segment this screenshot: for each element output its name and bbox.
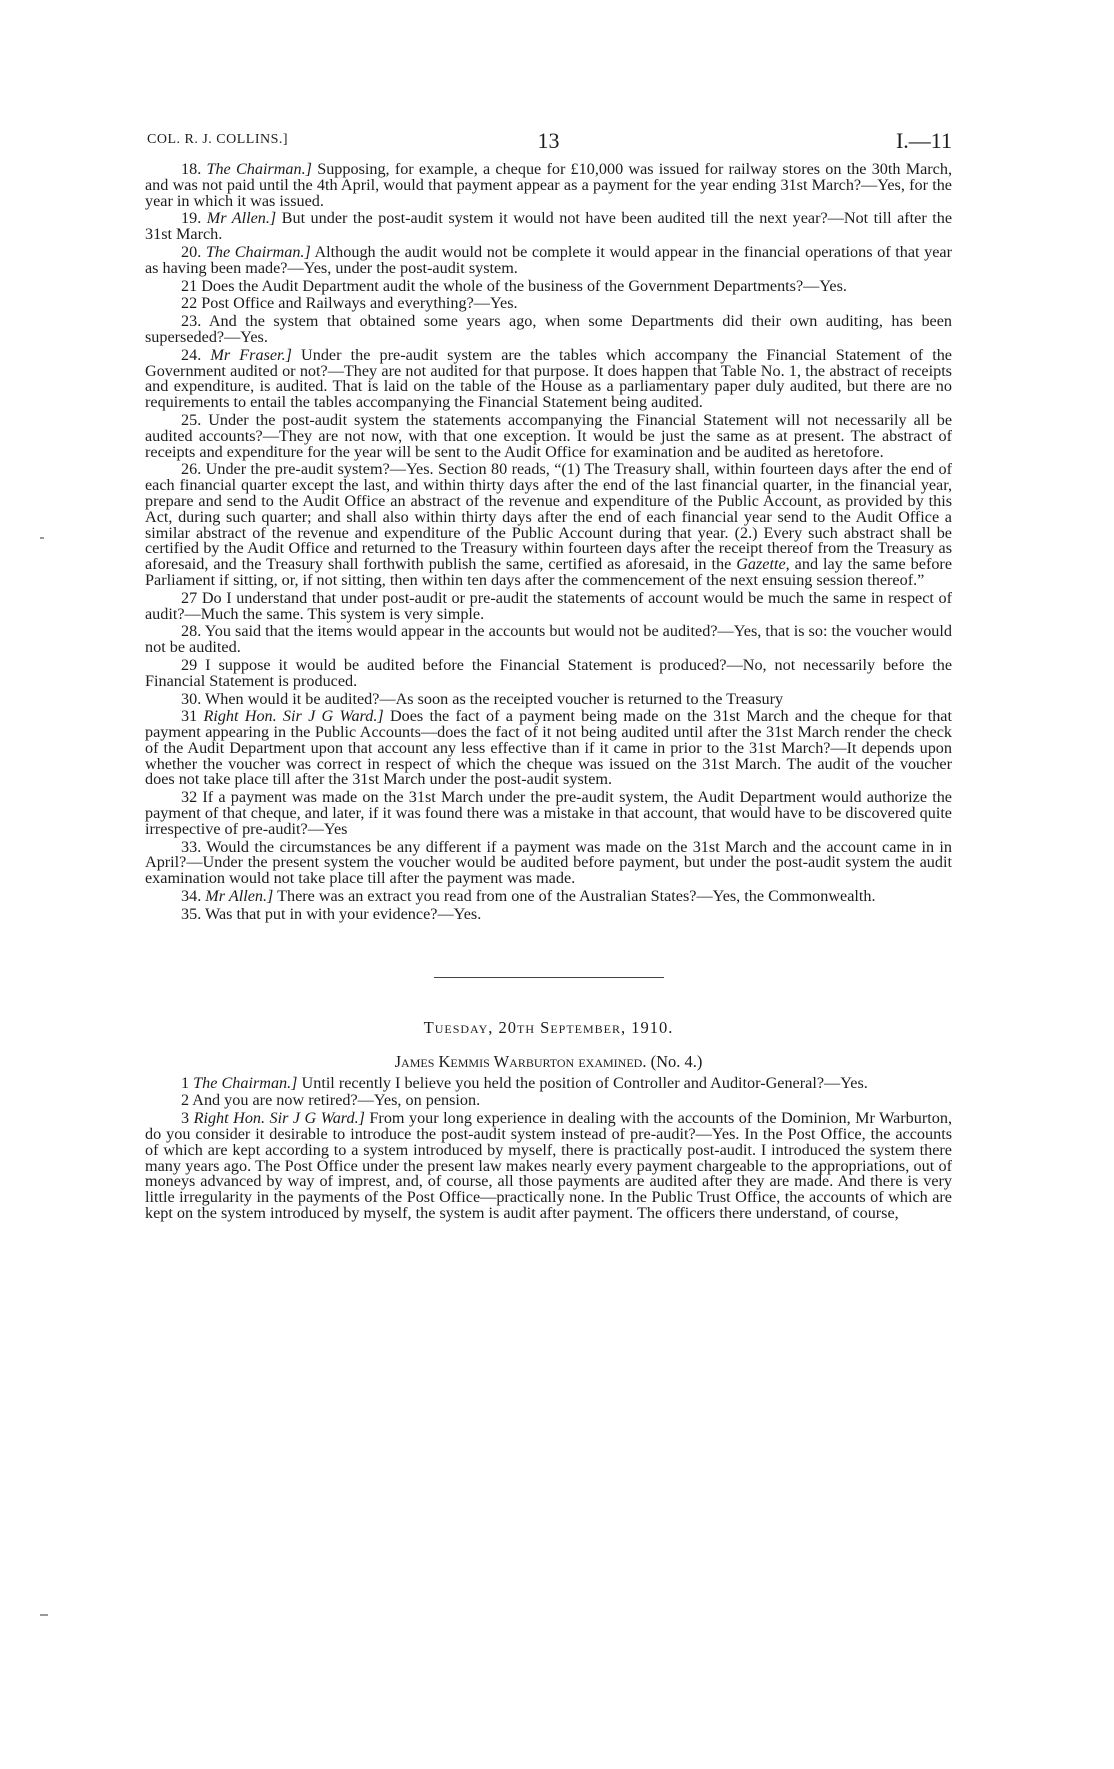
speaker-name: Right Hon. Sir J G Ward.] bbox=[203, 707, 384, 726]
question-number: 23. bbox=[181, 312, 202, 331]
speaker-name: The Chairman.] bbox=[205, 242, 311, 261]
question-text: And you are now retired?—Yes, on pension. bbox=[192, 1091, 481, 1110]
question-text: You said that the items would appear in the accounts but would not be audited?—Yes, that is so: the voucher would not be audited. bbox=[145, 622, 952, 657]
question-paragraph bbox=[145, 462, 952, 588]
page-header bbox=[145, 122, 952, 162]
speaker-name: The Chairman.] bbox=[206, 160, 312, 178]
witness-number: (No. 4.) bbox=[650, 1051, 703, 1071]
question-number: 28. bbox=[181, 622, 202, 641]
question-paragraph bbox=[145, 709, 952, 788]
header-witness-name: COL. R. J. COLLINS.] bbox=[147, 132, 289, 147]
question-number: 27 bbox=[181, 588, 198, 607]
question-number: 34. bbox=[181, 887, 202, 906]
witness-name: James Kemmis Warburton examined. bbox=[394, 1051, 647, 1071]
question-text: If a payment was made on the 31st March under the pre-audit system, the Audit Department would authorize the payment of that cheque, and later, if it was found there was a mistake in that account, that would have to be discovered quite irrespective of pre-audit?—Yes bbox=[145, 788, 952, 838]
question-text: Supposing, for example, a cheque for £10,000 was issued for railway stores on the 30th March, and was not paid until the 4th April, would that payment appear as a payment for the year ending 31st March?—Yes, for the year in which it was issued. bbox=[145, 160, 952, 210]
speaker-name: Mr Fraser.] bbox=[210, 345, 292, 364]
question-paragraph bbox=[145, 276, 952, 295]
question-number: 20. bbox=[181, 242, 202, 261]
question-number: 31 bbox=[181, 707, 198, 726]
question-number: 30. bbox=[181, 689, 202, 708]
question-text: From your long experience in dealing with the accounts of the Dominion, Mr Warburton, do you consider it desirable to introduce the post-audit system instead of pre-audit?—Yes. In the Post Office, the accounts of which are kept according to a system introduced by myself, there is practically post-audit. I introduced the system there many years ago. The Post Office under the present law makes nearly every payment chargeable to the appropriations, out of moneys advanced by way of imprest, and, of course, all those payments are audited after they are made. And there is very little irregularity in the payments of the Post Office—practically none. In the Public Trust Office, the accounts of which are kept on the system introduced by myself, the system is audit after payment. The officers there understand, of course, bbox=[145, 1109, 952, 1223]
question-text: I suppose it would be audited before the Financial Statement is produced?—No, not necessarily before the Financial Statement is produced. bbox=[145, 655, 953, 690]
question-paragraph bbox=[145, 162, 952, 209]
question-paragraph bbox=[145, 410, 953, 461]
evidence-section-collins bbox=[145, 162, 952, 923]
question-paragraph bbox=[145, 689, 952, 708]
question-number: 18. bbox=[181, 160, 202, 178]
question-paragraph bbox=[145, 588, 953, 623]
question-paragraph bbox=[145, 790, 952, 837]
document-page bbox=[145, 122, 952, 1224]
question-number: 3 bbox=[181, 1109, 190, 1128]
question-paragraph bbox=[145, 242, 953, 277]
date-heading: Tuesday, 20th September, 1910. bbox=[423, 1017, 674, 1037]
question-number: 29 bbox=[181, 655, 198, 674]
question-paragraph bbox=[145, 1111, 952, 1222]
question-text: Until recently I believe you held the position of Controller and Auditor-General?—Yes. bbox=[297, 1073, 868, 1092]
question-paragraph bbox=[145, 624, 952, 656]
margin-mark bbox=[40, 537, 44, 539]
speaker-name: Mr Allen.] bbox=[206, 209, 277, 228]
question-text: Post Office and Railways and everything?—Yes. bbox=[201, 294, 518, 313]
question-paragraph bbox=[145, 1093, 952, 1109]
speaker-name: Right Hon. Sir J G Ward.] bbox=[193, 1109, 365, 1128]
question-number: 22 bbox=[181, 294, 198, 313]
question-paragraph bbox=[145, 211, 952, 243]
question-paragraph bbox=[145, 904, 952, 923]
question-number: 32 bbox=[181, 788, 198, 807]
question-text: Does the fact of a payment being made on the 31st March and the cheque for that payment appearing in the Public Accounts—does the fact of it not being audited until after the 31st March render the check of the Audit Department upon that account any less effective than if it came in prior to the 31st March?—It depends upon whether the voucher was correct in respect of which the cheque was issued on the 31st March. The audit of the voucher does not take place till after the 31st March under the post-audit system. bbox=[145, 707, 952, 789]
question-text: And the system that obtained some years ago, when some Departments did their own auditing, has been superseded?—Yes. bbox=[145, 312, 952, 346]
question-number: 21 bbox=[181, 276, 198, 295]
question-text: Does the Audit Department audit the whole of the business of the Government Departments?—Yes. bbox=[201, 276, 847, 295]
question-paragraph bbox=[145, 345, 952, 412]
question-text: Under the pre-audit system?—Yes. Section 80 reads, “(1) The Treasury shall, within fourteen days after the end of each financial quarter except the last, and within thirty days after the end of the last financial quarter, in the financial year, prepare and send to the Audit Office an abstract of the revenue and expenditure of the Public Account, as provided by this Act, during such quarter; and shall also within thirty days after the end of each financial year send to the Audit Office a similar abstract of the revenue and expenditure of the Public Account during that year. (2.) Every such abstract shall be certified by the Audit Office and returned to the Treasury within fourteen days after the receipt thereof from the Treasury as aforesaid, and the Treasury shall forthwith publish the same, certified as aforesaid, in the bbox=[145, 460, 952, 574]
question-paragraph bbox=[145, 314, 952, 346]
speaker-name: Mr Allen.] bbox=[205, 887, 274, 906]
speaker-name: The Chairman.] bbox=[193, 1073, 298, 1092]
question-number: 19. bbox=[181, 209, 202, 228]
question-number: 25. bbox=[181, 410, 202, 429]
question-number: 24. bbox=[181, 345, 202, 364]
question-text: When would it be audited?—As soon as the receipted voucher is returned to the Treasury bbox=[205, 689, 784, 708]
question-text: Was that put in with your evidence?—Yes. bbox=[205, 904, 482, 923]
question-paragraph bbox=[145, 296, 952, 312]
question-text: But under the post-audit system it would not have been audited till the next year?—Not till after the 31st March. bbox=[145, 209, 953, 244]
question-paragraph bbox=[145, 837, 952, 888]
question-paragraph bbox=[145, 655, 953, 690]
question-text-tail: and lay the same before Parliament if sitting, or, if not sitting, then within ten days after the commencement of the next ensuing session thereof.” bbox=[145, 555, 952, 589]
series-number: I.—11 bbox=[895, 128, 952, 153]
question-text: There was an extract you read from one of the Australian States?—Yes, the Commonwealth. bbox=[273, 887, 876, 906]
page-number: 13 bbox=[537, 128, 560, 153]
question-text: Although the audit would not be complete it would appear in the financial operations of that year as having been made?—Yes, under the post-audit system. bbox=[145, 242, 953, 277]
question-text: Would the circumstances be any different if a payment was made on the 31st March and the account came in in April?—Under the present system the voucher would be audited before payment, but under the post-audit system the audit examination would not take place till after the payment was made. bbox=[145, 837, 952, 888]
evidence-section-warburton bbox=[145, 1073, 952, 1223]
question-number: 1 bbox=[181, 1073, 190, 1092]
section-divider bbox=[434, 977, 664, 978]
question-number: 2 bbox=[181, 1091, 190, 1110]
question-number: 33. bbox=[181, 837, 202, 856]
question-paragraph bbox=[145, 889, 952, 905]
question-text: Under the pre-audit system are the tables which accompany the Financial Statement of the Government audited or not?—They are not audited for that purpose. It does happen that Table No. 1, the abstract of receipts and expenditure, is audited. That is laid on the table of the House as a parliamentary paper duly audited, but there are no requirements to entail the tables accompanying the Financial Statement being audited. bbox=[145, 345, 952, 412]
italic-text: Gazette, bbox=[736, 555, 790, 574]
question-number: 26. bbox=[181, 460, 202, 479]
question-paragraph bbox=[145, 1073, 952, 1092]
question-number: 35. bbox=[181, 904, 202, 923]
margin-mark bbox=[40, 1614, 48, 1616]
question-text: Do I understand that under post-audit or pre-audit the statements of account would be much the same in respect of audit?—Much the same. This system is very simple. bbox=[145, 588, 953, 623]
witness-heading bbox=[145, 1052, 952, 1072]
question-text: Under the post-audit system the statements accompanying the Financial Statement will not necessarily all be audited accounts?—They are not now, with that one exception. It would be just the same as at present. The abstract of receipts and expenditure for the year will be sent to the Audit Office for examination and be audited as heretofore. bbox=[145, 410, 953, 461]
